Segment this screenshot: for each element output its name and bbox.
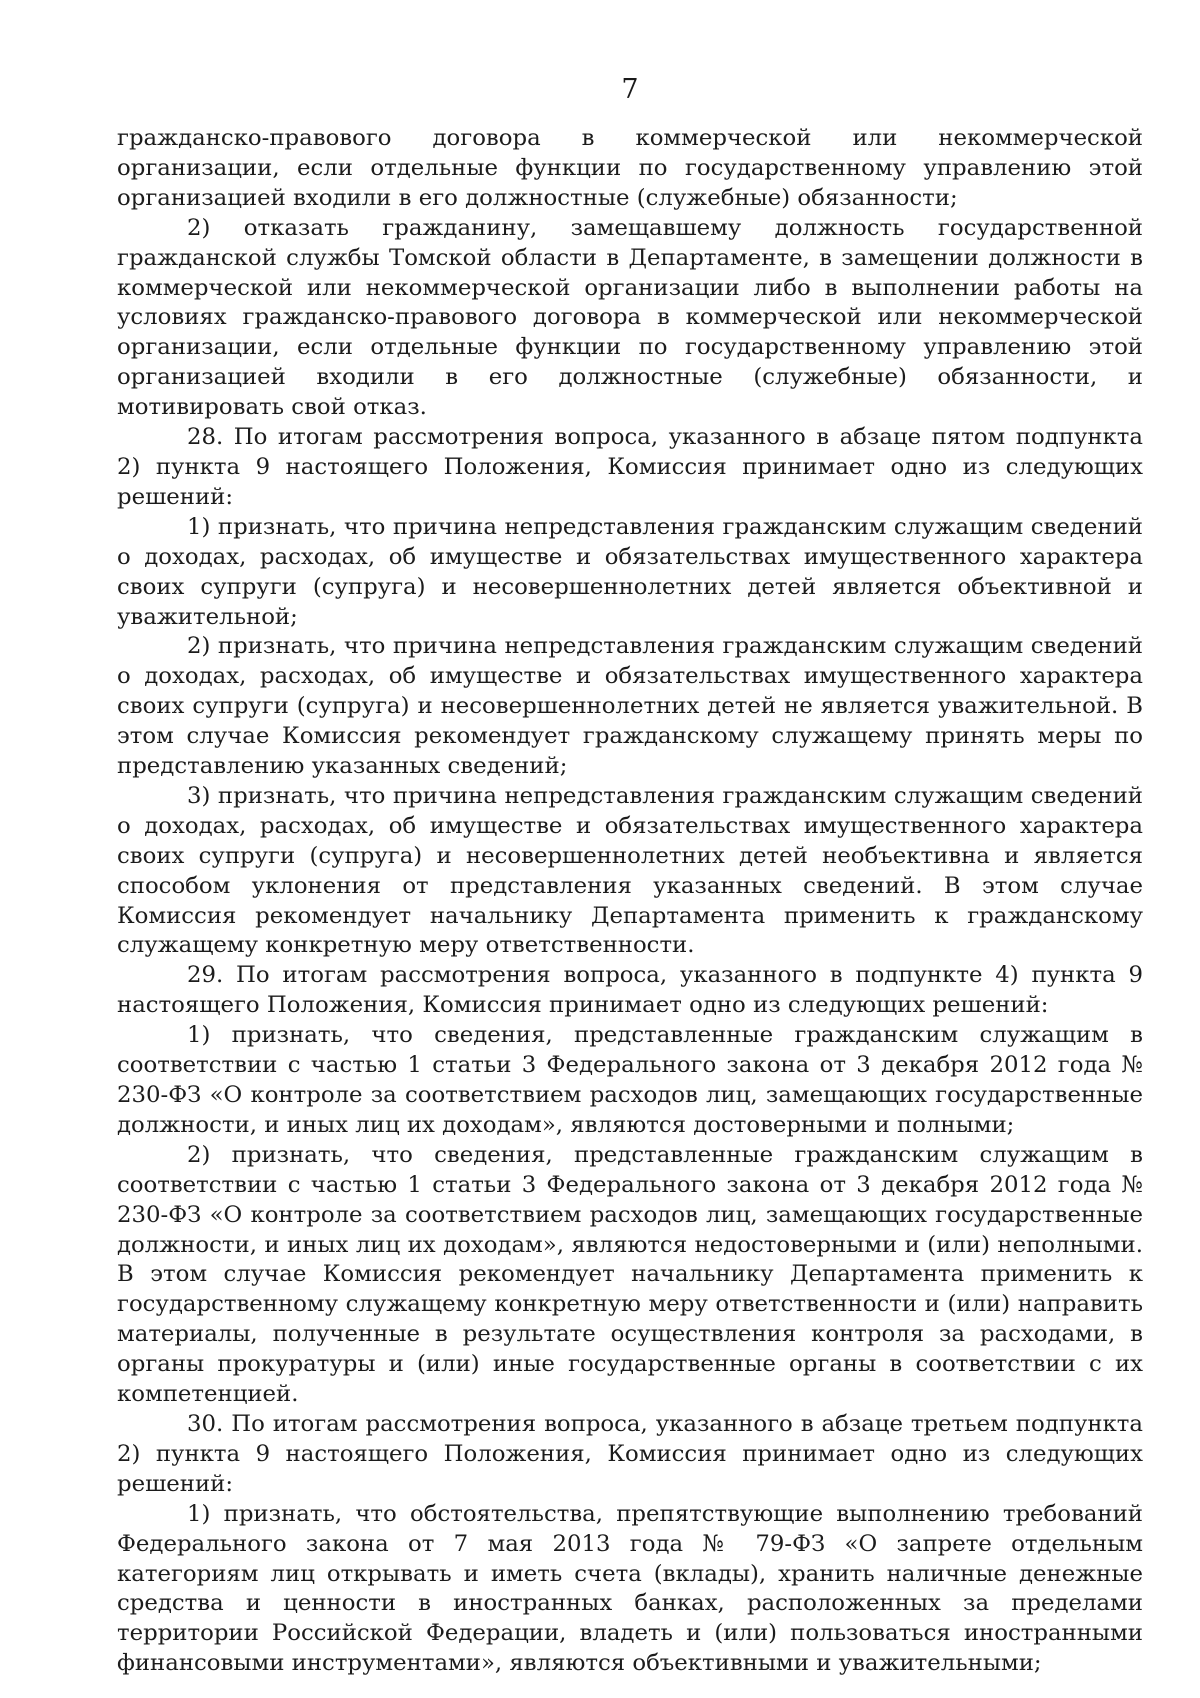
- paragraph-28-3: 3) признать, что причина непредставления гражданским служащим сведений о доходах, расходах, об имуществе и обязательствах имущественного характера своих супруги (супруга) и несовершеннолетних детей необъективна и является способом уклонения от представления указанных сведений. В этом случае Комиссия рекомендует начальнику Департамента применить к гражданскому служащему конкретную меру ответственности.: [117, 782, 1143, 959]
- page-number: 7: [621, 74, 639, 105]
- paragraph-28: 28. По итогам рассмотрения вопроса, указанного в абзаце пятом подпункта 2) пункта 9 настоящего Положения, Комиссия принимает одно из следующих решений:: [117, 424, 1143, 510]
- paragraph-30-1: 1) признать, что обстоятельства, препятствующие выполнению требований Федерального закона от 7 мая 2013 года № 79-ФЗ «О запрете отдельным категориям лиц открывать и иметь счета (вклады), хранить наличные денежные средства и ценности в иностранных банках, расположенных за пределами территории Российской Федерации, владеть и (или) пользоваться иностранными финансовыми инструментами», являются объективными и уважительными;: [117, 1500, 1143, 1677]
- paragraph-29-2: 2) признать, что сведения, представленные гражданским служащим в соответствии с частью 1 статьи 3 Федерального закона от 3 декабря 2012 года № 230-ФЗ «О контроле за соответствием расходов лиц, замещающих государственные должности, и иных лиц их доходам», являются недостоверными и (или) неполными. В этом случае Комиссия рекомендует начальнику Департамента применить к государственному служащему конкретную меру ответственности и (или) направить материалы, полученные в результате осуществления контроля за расходами, в органы прокуратуры и (или) иные государственные органы в соответствии с их компетенцией.: [117, 1141, 1143, 1408]
- paragraph-29-1: 1) признать, что сведения, представленные гражданским служащим в соответствии с частью 1 статьи 3 Федерального закона от 3 декабря 2012 года № 230-ФЗ «О контроле за соответствием расходов лиц, замещающих государственные должности, и иных лиц их доходам», являются достоверными и полными;: [117, 1022, 1143, 1138]
- paragraph-28-2: 2) признать, что причина непредставления гражданским служащим сведений о доходах, расходах, об имуществе и обязательствах имущественного характера своих супруги (супруга) и несовершеннолетних детей не является уважительной. В этом случае Комиссия рекомендует гражданскому служащему принять меры по представлению указанных сведений;: [117, 633, 1143, 780]
- document-body: [117, 124, 1143, 1679]
- paragraph-continuation: гражданско-правового договора в коммерческой или некоммерческой организации, если отдельные функции по государственному управлению этой организацией входили в его должностные (служебные) обязанности;: [117, 125, 1143, 211]
- paragraph-27-2: 2) отказать гражданину, замещавшему должность государственной гражданской службы Томской области в Департаменте, в замещении должности в коммерческой или некоммерческой организации либо в выполнении работы на условиях гражданско-правового договора в коммерческой или некоммерческой организации, если отдельные функции по государственному управлению этой организацией входили в его должностные (служебные) обязанности, и мотивировать свой отказ.: [117, 214, 1143, 421]
- paragraph-28-1: 1) признать, что причина непредставления гражданским служащим сведений о доходах, расходах, об имуществе и обязательствах имущественного характера своих супруги (супруга) и несовершеннолетних детей является объективной и уважительной;: [117, 513, 1143, 630]
- paragraph-30: 30. По итогам рассмотрения вопроса, указанного в абзаце третьем подпункта 2) пункта 9 настоящего Положения, Комиссия принимает одно из следующих решений:: [117, 1410, 1143, 1497]
- paragraph-29: 29. По итогам рассмотрения вопроса, указанного в подпункте 4) пункта 9 настоящего Положения, Комиссия принимает одно из следующих решений:: [117, 962, 1143, 1019]
